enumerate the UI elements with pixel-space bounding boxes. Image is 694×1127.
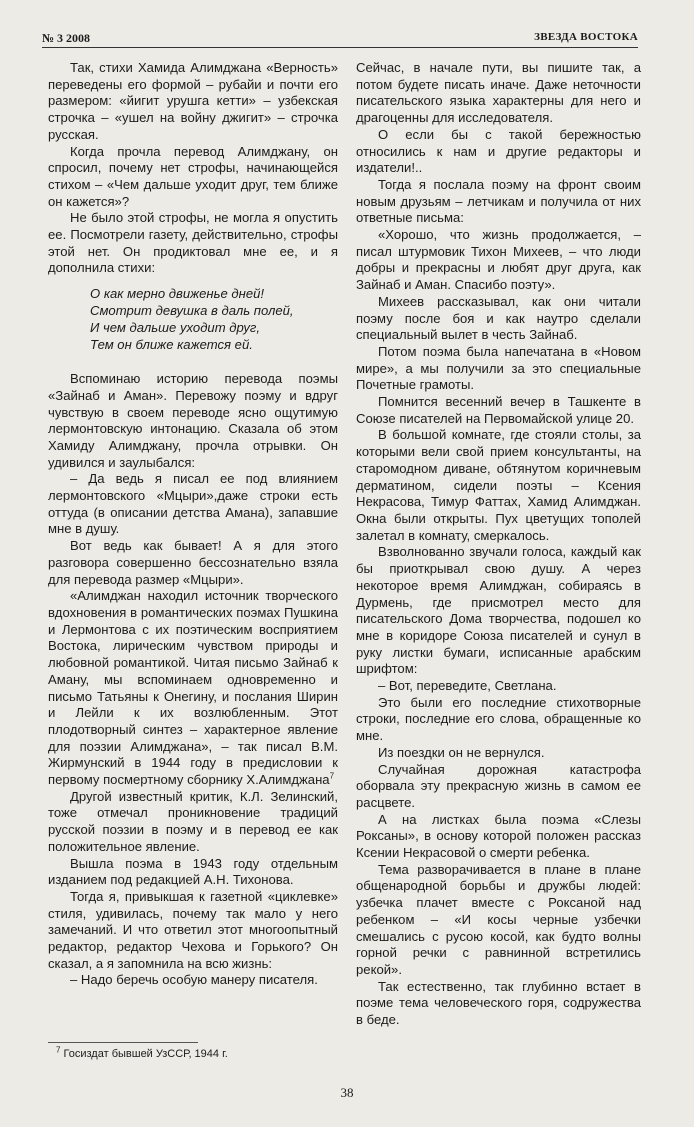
paragraph: О если бы с такой бережностью относились к нам и другие редакторы и издатели!..	[356, 126, 641, 176]
paragraph: Вот ведь как бывает! А я для этого разговора совершенно бессознательно взяла для перевода размер «Мцыри».	[48, 538, 338, 587]
quote-text: «Алимджан находил источник творческого вдохновения в романтических поэмах Пушкина и Лермонтова с их поэтическим восприятием Востока, лирическим чувством природы и любовной романтикой. Читая письмо Зайнаб к Аману, мы вспоминаем одновременно и письмо Татьяны к Онегину, и послания Ширин и Лейли к их возлюбленным. Этот плодотворный синтез – характерное явление для поэзии Алимджана», – так писал В.М. Жирмунский в 1944 году в предисловии к первому посмертному сборнику Х.Алимджана	[48, 588, 338, 788]
paragraph: Это были его последние стихотворные строки, последние его слова, обращенные ко мне.	[356, 694, 641, 744]
footnote-mark: 7	[56, 1045, 61, 1055]
quote-paragraph	[48, 588, 338, 788]
poem-line: О как мерно движенье дней!	[90, 286, 265, 302]
right-column	[356, 60, 641, 1029]
paragraph: Так естественно, так глубинно встает в поэме тема человеческого горя, содружества в беде.	[356, 978, 641, 1028]
paragraph: «Хорошо, что жизнь продолжается, – писал штурмовик Тихон Михеев, – что люди добры и прекрасны и любят друг друга, как Зайнаб и Аман. Спасибо поэту».	[356, 227, 641, 293]
footnote	[56, 1047, 228, 1061]
page-number: 38	[340, 1085, 354, 1100]
paragraph: Потом поэма была напечатана в «Новом мире», а мы получили за это специальные Почетные грамоты.	[356, 343, 641, 393]
paragraph: – Вот, переведите, Светлана.	[378, 678, 557, 694]
poem-line: Тем он ближе кажется ей.	[90, 337, 253, 353]
running-header	[42, 31, 638, 47]
paragraph: Из поездки он не вернулся.	[378, 744, 545, 760]
paragraph: Тогда я, привыкшая к газетной «циклевке» стиля, удивилась, почему так мало у него замечаний. И что ответил этот многоопытный редактор, редактор Чехова и Горького? Он сказал, а я запомнила на всю жизнь:	[48, 888, 338, 971]
paragraph: Вспоминаю историю перевода поэмы «Зайнаб и Аман». Перевожу поэму и вдруг чувствую в своем переводе ясно ощутимую лермонтовскую интонацию. Сказала об этом Хамиду Алимджану, прочла отрывки. Он удивился и заулыбался:	[48, 371, 338, 470]
paragraph: А на листках была поэма «Слезы Роксаны», в основу которой положен рассказ Ксении Некрасовой о смерти ребенка.	[356, 811, 641, 861]
left-column	[48, 60, 338, 989]
paragraph: – Да ведь я писал ее под влиянием лермонтовского «Мцыри»,даже строки есть оттуда (в описании детства Амана), запавшие мне в душу.	[48, 471, 338, 537]
footnote-text: Госиздат бывшей УзССР, 1944 г.	[63, 1048, 228, 1060]
footnote-rule	[48, 1042, 198, 1043]
paragraph: Другой известный критик, К.Л. Зелинский, тоже отмечал проникновение традиций русской поэзии в поэму и в перевод ее как положительное явление.	[48, 788, 338, 854]
journal-title: ЗВЕЗДА ВОСТОКА	[534, 31, 638, 43]
poem-line: И чем дальше уходит друг,	[90, 320, 260, 336]
paragraph: Когда прочла перевод Алимджану, он спросил, почему нет строфы, начинающейся стихом – «Чем дальше уходит друг, тем ближе он кажется»?	[48, 143, 338, 209]
paragraph: Не было этой строфы, не могла я опустить ее. Посмотрели газету, действительно, строфы этой нет. Он продиктовал мне ее, и я дополнила стихи:	[48, 210, 338, 276]
issue-number: № 3 2008	[42, 31, 91, 45]
paragraph: Случайная дорожная катастрофа оборвала эту прекрасную жизнь в самом ее расцвете.	[356, 761, 641, 810]
poem-line: Смотрит девушка в даль полей,	[90, 303, 294, 319]
paragraph: – Надо беречь особую манеру писателя.	[70, 972, 318, 988]
paragraph: Так, стихи Хамида Алимджана «Верность» переведены его формой – рубайи и почти его размером: «йигит урушга кетти» – узбекская строчка – «ушел на войну джигит» – строчка русская.	[48, 60, 338, 142]
paragraph: В большой комнате, где стояли столы, за которыми вели свой прием консультанты, на старомодном диване, обтянутом коричневым дерматином, сидели поэты – Ксения Некрасова, Тимур Фаттах, Хамид Алимджан. Окна были открыты. Пух цветущих тополей залетал в комнату, смеркалось.	[356, 427, 641, 543]
paragraph: Взволнованно звучали голоса, каждый как бы приоткрывал свою душу. А через некоторое время Алимджан, собираясь в Дурмень, где присмотрел место для писательского Дома творчества, подошел ко мне в коридоре Союза писателей и сунул в руку листки бумаги, исписанные арабским шрифтом:	[356, 544, 641, 677]
poem-quote	[90, 285, 338, 353]
paragraph: Сейчас, в начале пути, вы пишите так, а потом будете писать иначе. Даже неточности писательского языка характерны для него и драгоценны для исследователя.	[356, 60, 641, 126]
paragraph: Тема разворачивается в плане в плане общенародной борьбы и дружбы людей: узбечка плачет вместе с Роксаной над ребенком – «И косы черные узбечки смешались с русою косой, как будто волны горной речки с равнинной встретились рекой».	[356, 861, 641, 977]
paragraph: Тогда я послала поэму на фронт своим новым друзьям – летчикам и получила от них ответные письма:	[356, 176, 641, 226]
paragraph: Помнится весенний вечер в Ташкенте в Союзе писателей на Первомайской улице 20.	[356, 394, 641, 426]
paragraph: Вышла поэма в 1943 году отдельным изданием под редакцией А.Н. Тихонова.	[48, 855, 338, 888]
header-rule	[42, 47, 638, 48]
paragraph: Михеев рассказывал, как они читали поэму после боя и как наутро сделали специальный вылет в честь Зайнаб.	[356, 293, 641, 343]
footnote-ref[interactable]: 7	[329, 771, 335, 781]
